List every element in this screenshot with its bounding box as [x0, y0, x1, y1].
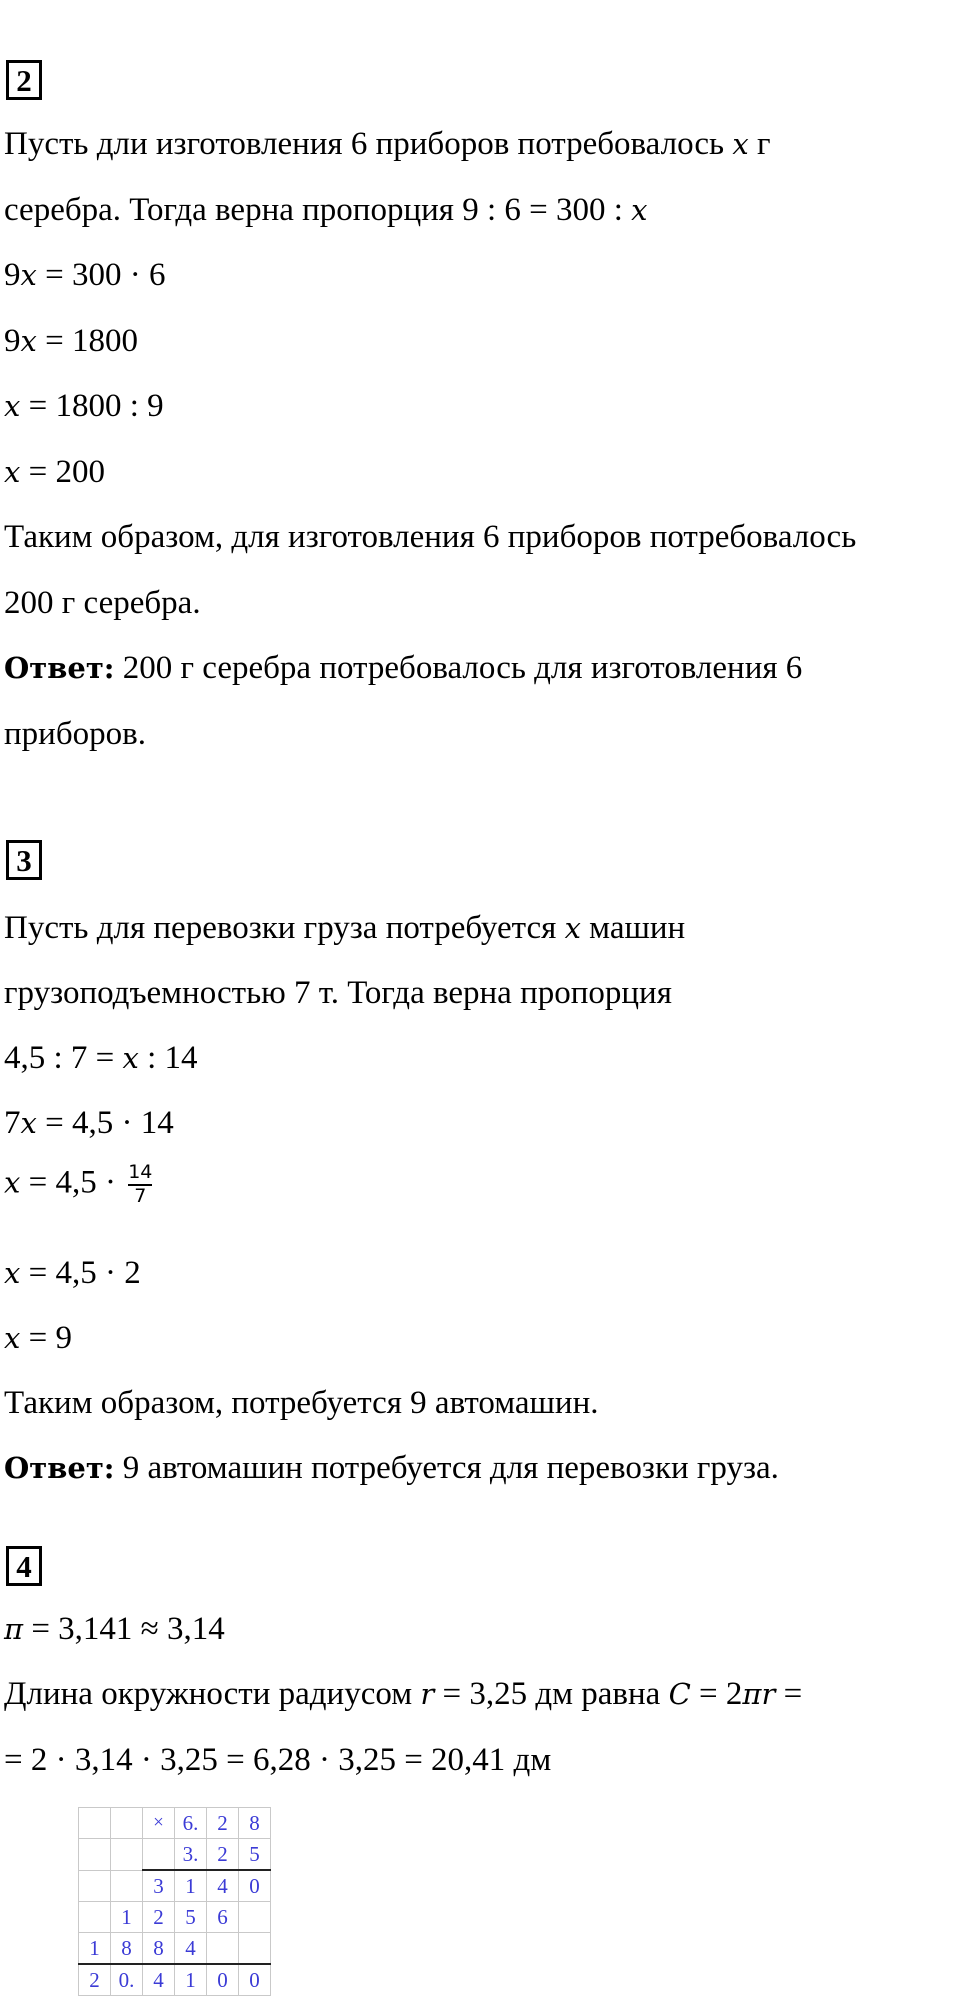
answer-text: 200 г серебра потребовалось для изготовления 6	[114, 650, 803, 686]
grid-cell: 2	[207, 1839, 239, 1871]
grid-row	[79, 1964, 271, 1996]
grid-cell: 0.	[111, 1964, 143, 1996]
grid-cell	[111, 1839, 143, 1871]
grid-cell: 0	[239, 1964, 271, 1996]
s3-line-2: грузоподъемностью 7 т. Тогда верна пропорция	[4, 975, 672, 1011]
s3-l7b: = 9	[20, 1320, 72, 1356]
var-x: x	[4, 1321, 21, 1355]
s2-l4a: 9	[4, 323, 21, 359]
s4-l2c: = 2	[690, 1676, 743, 1712]
s2-line-8: 200 г серебра.	[4, 585, 201, 621]
grid-row	[79, 1902, 271, 1933]
multiply-sign: ×	[143, 1808, 175, 1839]
s2-l6b: = 200	[20, 454, 105, 490]
s3-line-7	[4, 1322, 72, 1355]
s3-l4a: 7	[4, 1105, 21, 1141]
var-pi: π	[742, 1677, 762, 1711]
section-number-3: 3	[6, 840, 42, 880]
s4-line-2	[4, 1678, 802, 1711]
fraction	[128, 1162, 152, 1208]
multiplication-grid	[78, 1807, 271, 1996]
answer-label: Ответ:	[4, 651, 115, 685]
grid-cell	[207, 1933, 239, 1965]
grid-cell: 4	[143, 1964, 175, 1996]
grid-cell: 5	[175, 1902, 207, 1933]
s3-l4b: = 4,5 · 14	[36, 1105, 174, 1141]
s4-l2d: =	[775, 1676, 803, 1712]
grid-cell: 8	[239, 1808, 271, 1839]
fraction-numerator: 14	[128, 1161, 153, 1183]
grid-cell	[143, 1839, 175, 1871]
grid-cell	[111, 1808, 143, 1839]
var-x: x	[631, 193, 648, 227]
s2-l3a: 9	[4, 257, 21, 293]
grid-row	[79, 1870, 271, 1902]
s2-line-2	[4, 194, 648, 227]
s4-l2a: Длина окружности радиусом	[4, 1676, 421, 1712]
var-r: r	[420, 1677, 435, 1711]
s3-l1a: Пусть для перевозки груза потребуется	[4, 910, 565, 946]
grid-cell: 4	[207, 1870, 239, 1902]
grid-cell: 6	[207, 1902, 239, 1933]
var-x: x	[4, 1256, 21, 1290]
s2-line-5	[4, 390, 164, 423]
var-x: x	[20, 258, 37, 292]
var-x: x	[4, 389, 21, 423]
grid-cell: 3	[143, 1870, 175, 1902]
grid-row	[79, 1933, 271, 1965]
grid-cell: 6.	[175, 1808, 207, 1839]
s2-l2a: серебра. Тогда верна пропорция 9 : 6 = 300 :	[4, 192, 632, 228]
s2-line-1	[4, 128, 771, 161]
s3-l6b: = 4,5 · 2	[20, 1255, 141, 1291]
grid-cell: 0	[239, 1870, 271, 1902]
grid-row	[79, 1808, 271, 1839]
grid-cell: 1	[175, 1964, 207, 1996]
var-x: x	[20, 1106, 37, 1140]
s2-answer	[4, 652, 802, 685]
s3-line-3	[4, 1042, 198, 1075]
s2-line-4	[4, 325, 138, 358]
s3-line-5	[4, 1162, 152, 1208]
s3-l5b: = 4,5 ·	[20, 1164, 125, 1201]
answer-label: Ответ:	[4, 1451, 115, 1485]
section-number-2: 2	[6, 60, 42, 100]
s2-l1b: г	[748, 126, 771, 162]
grid-cell: 2	[143, 1902, 175, 1933]
s3-line-1	[4, 912, 685, 945]
s2-answer-cont: приборов.	[4, 716, 146, 752]
grid-cell: 2	[79, 1964, 111, 1996]
grid-cell: 5	[239, 1839, 271, 1871]
s3-answer	[4, 1452, 779, 1485]
s4-line-1	[4, 1613, 225, 1646]
grid-cell	[79, 1870, 111, 1902]
s3-l1b: машин	[580, 910, 686, 946]
var-x: x	[564, 911, 581, 945]
grid-cell	[79, 1808, 111, 1839]
grid-cell	[239, 1933, 271, 1965]
s4-l2b: = 3,25 дм равна	[434, 1676, 669, 1712]
var-pi: π	[4, 1612, 24, 1646]
fraction-denominator: 7	[134, 1184, 147, 1207]
s2-line-6	[4, 456, 105, 489]
grid-cell: 1	[111, 1902, 143, 1933]
grid-cell: 8	[143, 1933, 175, 1965]
grid-cell	[111, 1870, 143, 1902]
grid-cell	[239, 1902, 271, 1933]
var-c: C	[668, 1677, 691, 1711]
grid-cell: 1	[79, 1933, 111, 1965]
s2-l4b: = 1800	[36, 323, 138, 359]
section-number-4: 4	[6, 1546, 42, 1586]
s4-line-3: = 2 · 3,14 · 3,25 = 6,28 · 3,25 = 20,41 дм	[4, 1742, 552, 1778]
s3-l3b: : 14	[138, 1040, 198, 1076]
s2-l3b: = 300 · 6	[36, 257, 166, 293]
grid-cell: 1	[175, 1870, 207, 1902]
var-x: x	[20, 324, 37, 358]
s3-line-4	[4, 1107, 174, 1140]
s2-l1a: Пусть дли изготовления 6 приборов потребовалось	[4, 126, 733, 162]
grid-cell: 2	[207, 1808, 239, 1839]
var-x: x	[4, 1165, 21, 1200]
s2-line-7: Таким образом, для изготовления 6 приборов потребовалось	[4, 519, 857, 555]
s4-l1b: = 3,141 ≈ 3,14	[23, 1611, 225, 1647]
var-r: r	[761, 1677, 776, 1711]
s3-line-8: Таким образом, потребуется 9 автомашин.	[4, 1385, 599, 1421]
grid-cell: 3.	[175, 1839, 207, 1871]
grid-row	[79, 1839, 271, 1871]
s2-line-3	[4, 259, 165, 292]
grid-cell: 0	[207, 1964, 239, 1996]
var-x: x	[4, 455, 21, 489]
grid-cell	[79, 1902, 111, 1933]
answer-text: 9 автомашин потребуется для перевозки груза.	[114, 1450, 779, 1486]
grid-cell	[79, 1839, 111, 1871]
var-x: x	[122, 1041, 139, 1075]
var-x: x	[732, 127, 749, 161]
s2-l5b: = 1800 : 9	[20, 388, 164, 424]
grid-cell: 8	[111, 1933, 143, 1965]
s3-l3a: 4,5 : 7 =	[4, 1040, 123, 1076]
s3-line-6	[4, 1257, 141, 1290]
grid-cell: 4	[175, 1933, 207, 1965]
